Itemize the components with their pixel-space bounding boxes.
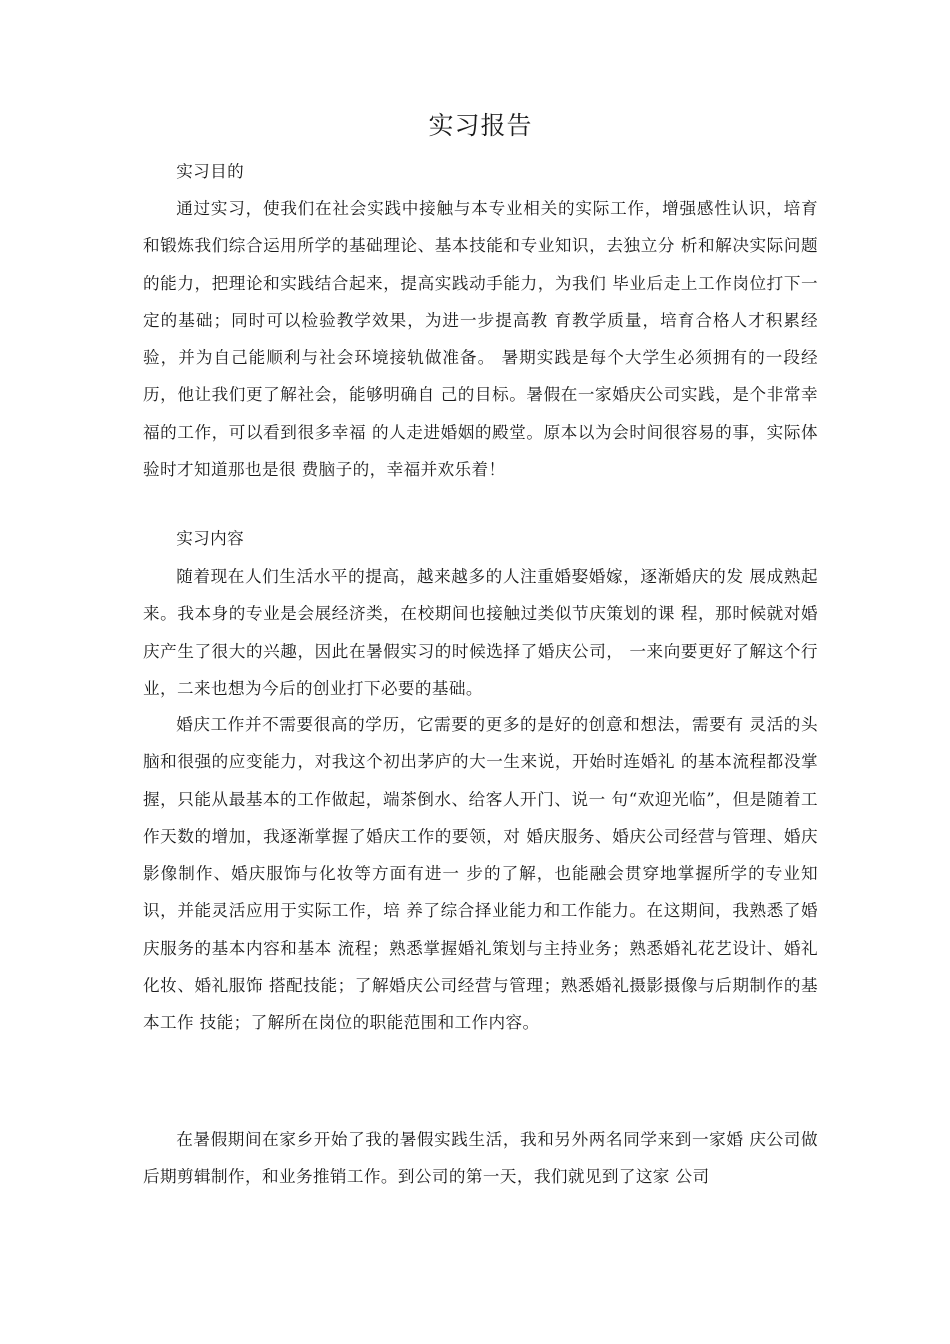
document-title: 实习报告 — [428, 111, 533, 140]
section-heading-content: 实习内容 — [176, 529, 245, 548]
paragraph-content-3: 在暑假期间在家乡开始了我的暑假实践生活，我和另外两名同学来到一家婚 庆公司做后期剪辑制作，和业务推销工作。到公司的第一天，我们就见到了这家 公司 — [143, 1130, 818, 1187]
paragraph-content-2: 婚庆工作并不需要很高的学历，它需要的更多的是好的创意和想法，需要有 灵活的头脑和很强的应变能力，对我这个初出茅庐的大一生来说，开始时连婚礼 的基本流程都没掌握，只能从最基本的工作做起，端茶倒水、给客人开门、说一 句“欢迎光临”，但是随着工作天数的增加，我逐渐掌握了婚庆工作的要领，对 婚庆服务、婚庆公司经营与管理、婚庆影像制作、婚庆服饰与化妆等方面有进一 步的了解，也能融会贯穿地掌握所学的专业知识，并能灵活应用于实际工作，培 养了综合择业能力和工作能力。在这期间，我熟悉了婚庆服务的基本内容和基本 流程；熟悉掌握婚礼策划与主持业务；熟悉婚礼花艺设计、婚礼化妆、婚礼服饰 搭配技能；了解婚庆公司经营与管理；熟悉婚礼摄影摄像与后期制作的基本工作 技能；了解所在岗位的职能范围和工作内容。 — [143, 715, 818, 1033]
section-heading-purpose: 实习目的 — [176, 162, 245, 181]
paragraph-content-1: 随着现在人们生活水平的提高，越来越多的人注重婚娶婚嫁，逐渐婚庆的发 展成熟起来。我本身的专业是会展经济类，在校期间也接触过类似节庆策划的课 程，那时候就对婚庆产生了很大的兴趣，因此在暑假实习的时候选择了婚庆公司， 一来向要更好了解这个行业，二来也想为今后的创业打下必要的基础。 — [143, 567, 818, 698]
paragraph-purpose: 通过实习，使我们在社会实践中接触与本专业相关的实际工作，增强感性认识，培育和锻炼我们综合运用所学的基础理论、基本技能和专业知识，去独立分 析和解决实际问题的能力，把理论和实践结合起来，提高实践动手能力，为我们 毕业后走上工作岗位打下一定的基础；同时可以检验教学效果，为进一步提高教 育教学质量，培育合格人才积累经验，并为自己能顺利与社会环境接轨做准备。 暑期实践是每个大学生必须拥有的一段经历，他让我们更了解社会，能够明确自 己的目标。暑假在一家婚庆公司实践，是个非常幸福的工作，可以看到很多幸福 的人走进婚姻的殿堂。原本以为会时间很容易的事，实际体验时才知道那也是很 费脑子的，幸福并欢乐着！ — [143, 199, 818, 480]
